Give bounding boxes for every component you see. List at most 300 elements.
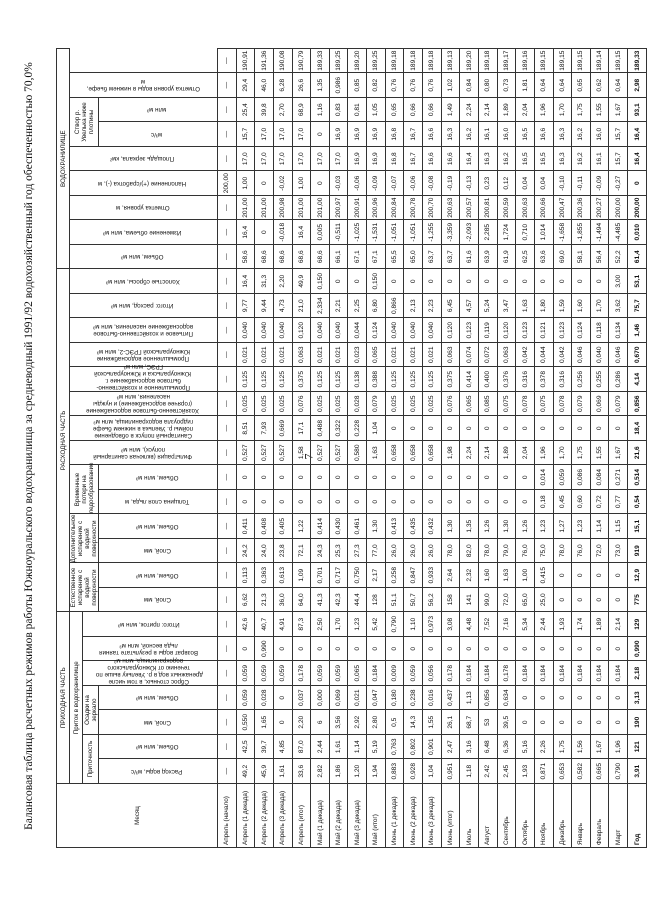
table-cell: 189,13	[441, 48, 460, 73]
table-cell: 0,021	[348, 686, 367, 711]
table-cell: 0,432	[423, 514, 442, 539]
table-cell: 6,28	[273, 73, 292, 98]
table-cell: 0	[329, 489, 348, 514]
table-cell: 0,021	[423, 342, 442, 367]
table-cell: —	[218, 538, 237, 563]
table-cell: 0	[385, 269, 404, 294]
table-cell: 0,084	[590, 465, 609, 490]
table-cell: 0	[385, 416, 404, 441]
table-cell: 0	[236, 489, 255, 514]
table-cell: 0	[516, 465, 535, 490]
table-cell: 0	[516, 489, 535, 514]
table-cell: 49,2	[236, 759, 255, 784]
table-cell: 0,582	[572, 759, 591, 784]
table-cell: 0	[534, 686, 553, 711]
table-row	[292, 48, 311, 847]
table-cell: 18,4	[628, 416, 647, 441]
row-month: Март	[609, 784, 628, 848]
table-cell: 200,97	[329, 195, 348, 220]
table-row	[236, 48, 255, 847]
table-cell: 0	[292, 465, 311, 490]
table-cell: 16,4	[628, 122, 647, 147]
table-cell: 0	[460, 489, 479, 514]
table-cell: 200,91	[348, 195, 367, 220]
table-cell: 0,125	[236, 367, 255, 392]
table-cell: 0	[553, 563, 572, 588]
table-cell: 2,334	[311, 293, 330, 318]
row-month: Апрель (начало)	[218, 784, 237, 848]
row-month: Июнь (3 декада)	[423, 784, 442, 848]
table-cell: 1,96	[534, 97, 553, 122]
table-cell: 68,6	[273, 244, 292, 269]
table-cell: 0,634	[497, 686, 516, 711]
table-cell: 129	[628, 612, 647, 637]
table-cell: 0,125	[385, 367, 404, 392]
table-cell: 24,2	[236, 538, 255, 563]
table-cell: 0,125	[255, 367, 274, 392]
table-cell: 0	[329, 269, 348, 294]
table-cell: 1,18	[460, 759, 479, 784]
table-cell: 0	[572, 686, 591, 711]
table-cell: 2,17	[367, 563, 386, 588]
table-cell: 0	[348, 465, 367, 490]
table-cell: 0,021	[236, 342, 255, 367]
table-cell: 65,5	[385, 244, 404, 269]
table-cell: -0,018	[273, 220, 292, 245]
table-cell: 0	[311, 465, 330, 490]
table-cell: 0,12	[497, 171, 516, 196]
table-cell: 16,4	[236, 220, 255, 245]
table-cell: 15,7	[236, 122, 255, 147]
table-cell: -1,855	[572, 220, 591, 245]
table-cell: 0,125	[329, 367, 348, 392]
table-cell: 0,025	[311, 391, 330, 416]
table-cell: 1,89	[590, 612, 609, 637]
table-cell: 189,16	[516, 48, 535, 73]
table-cell: 0	[404, 637, 423, 662]
table-cell: 3,16	[460, 735, 479, 760]
table-cell: 16,3	[553, 146, 572, 171]
table-cell: 190,91	[236, 48, 255, 73]
table-cell: 0,124	[367, 318, 386, 343]
table-cell: 4,91	[273, 612, 292, 637]
table-cell: 0,125	[273, 367, 292, 392]
table-cell: 0	[460, 637, 479, 662]
table-cell: 0,184	[367, 661, 386, 686]
table-cell: 16,0	[497, 122, 516, 147]
table-cell: 0,074	[460, 342, 479, 367]
table-row	[628, 48, 647, 847]
table-cell: 0,378	[534, 367, 553, 392]
table-cell: 0	[404, 416, 423, 441]
table-cell: —	[218, 244, 237, 269]
hdr-household-drinking: Хозяйственно-бытовое водоснабжение (горячее водоснабжение) и нужды населения, млн м³	[86, 393, 199, 415]
table-cell: 0	[478, 416, 497, 441]
table-cell: 0,086	[572, 465, 591, 490]
table-cell: 0,790	[385, 612, 404, 637]
table-cell: 0	[553, 416, 572, 441]
table-cell: 2,14	[609, 612, 628, 637]
table-cell: 16,8	[385, 122, 404, 147]
table-cell: 33,6	[292, 759, 311, 784]
table-cell: 1,23	[534, 514, 553, 539]
row-month: Апрель (1 декада)	[236, 784, 255, 848]
table-cell: 0,138	[348, 367, 367, 392]
table-cell: 24,3	[311, 538, 330, 563]
table-cell: 0,990	[628, 637, 647, 662]
table-cell: 0,488	[311, 416, 330, 441]
table-cell: 0	[497, 416, 516, 441]
table-cell: 0,658	[385, 440, 404, 465]
subgroup-evap-natural: Естественное испарение с водной поверхности	[70, 563, 99, 612]
table-cell: -1,255	[423, 220, 442, 245]
table-cell: 190	[628, 710, 647, 735]
table-cell: 0	[609, 686, 628, 711]
table-cell: 0	[609, 637, 628, 662]
table-cell: 75,7	[628, 293, 647, 318]
table-cell: 0,81	[348, 97, 367, 122]
hdr-return-flow: Сброс сточных, в том числе дренажных вод в р. Увельку выше по течению от Южноуральского водохранилища, млн м³	[95, 657, 203, 685]
table-cell: 53	[478, 710, 497, 735]
table-cell: 0,66	[404, 97, 423, 122]
table-cell: 0,405	[273, 514, 292, 539]
table-cell: 0,184	[534, 661, 553, 686]
table-cell: 0,059	[311, 661, 330, 686]
table-cell: 0,388	[367, 367, 386, 392]
table-cell: 189,20	[348, 48, 367, 73]
table-cell: —	[218, 146, 237, 171]
table-cell: —	[218, 342, 237, 367]
table-cell: 0	[497, 637, 516, 662]
table-cell: 64,0	[292, 587, 311, 612]
table-cell: 0,119	[478, 318, 497, 343]
table-cell: 121	[628, 735, 647, 760]
table-cell: 0	[329, 465, 348, 490]
table-cell: 16,9	[329, 122, 348, 147]
table-cell: 1,94	[367, 759, 386, 784]
table-cell: 0,025	[273, 391, 292, 416]
table-cell: 5,24	[478, 293, 497, 318]
table-cell: -1,494	[590, 220, 609, 245]
table-cell: 77,0	[367, 538, 386, 563]
table-cell: 26,0	[385, 538, 404, 563]
table-cell: 0,123	[516, 318, 535, 343]
hdr-ice-thickness: Толщина слоя льда, м	[124, 498, 190, 506]
table-cell: 0	[311, 489, 330, 514]
table-cell: —	[218, 759, 237, 784]
table-cell: -0,07	[385, 171, 404, 196]
table-cell: 0,527	[329, 440, 348, 465]
table-cell: 0	[572, 587, 591, 612]
table-cell: 16,6	[534, 122, 553, 147]
table-cell: 200,00	[218, 171, 237, 196]
hdr-layer: Слой, мм	[143, 718, 171, 726]
table-cell: 0	[273, 686, 292, 711]
hdr-household-needs: Питьевое и хозяйственно-бытовое водоснабжение населения, млн м³	[92, 323, 193, 338]
table-cell: 2,23	[423, 293, 442, 318]
table-cell: 5,19	[367, 735, 386, 760]
table-cell: 200,00	[609, 195, 628, 220]
table-cell: 0,665	[590, 759, 609, 784]
table-cell: 0,025	[255, 391, 274, 416]
table-cell: 0	[460, 269, 479, 294]
hdr-volume: Объем, млн м³	[135, 743, 179, 751]
table-cell: 39,5	[497, 710, 516, 735]
subgroup-precip: Осадки на зеркало	[83, 686, 99, 735]
table-cell: 16,2	[460, 122, 479, 147]
table-cell: 0,056	[423, 661, 442, 686]
table-cell: —	[218, 122, 237, 147]
table-cell: 0,990	[255, 637, 274, 662]
balance-table	[56, 48, 647, 848]
table-cell: 0,883	[385, 759, 404, 784]
table-cell: 17,0	[273, 122, 292, 147]
table-cell: 26,6	[292, 73, 311, 98]
table-cell: —	[218, 465, 237, 490]
table-title: Балансовая таблица расчетных режимов работы Южноуральского водохранилища за средневодный 1991/92 водохозяйственный год обеспеченностью 70,0%	[23, 62, 35, 830]
table-cell: 2,70	[273, 97, 292, 122]
table-cell: 2,21	[329, 293, 348, 318]
table-cell: 0	[423, 269, 442, 294]
table-cell: 0,079	[367, 391, 386, 416]
hdr-level: Отметка уровня, м	[115, 204, 170, 212]
group-expense: РАСХОДНАЯ ЧАСТЬ	[57, 269, 70, 612]
table-cell: 919	[628, 538, 647, 563]
table-cell: 16,4	[292, 220, 311, 245]
table-cell: 0,046	[572, 342, 591, 367]
table-cell: 76,0	[572, 538, 591, 563]
table-cell: 0,046	[609, 342, 628, 367]
table-cell: 0	[348, 489, 367, 514]
table-cell: 16,0	[590, 122, 609, 147]
table-cell: 4,85	[273, 735, 292, 760]
table-cell: 87,3	[292, 612, 311, 637]
table-cell: 0,065	[460, 391, 479, 416]
table-cell: -0,511	[329, 220, 348, 245]
row-month: Август	[478, 784, 497, 848]
table-cell: 0,178	[292, 661, 311, 686]
table-cell: 2,64	[441, 563, 460, 588]
table-cell: 200,98	[273, 195, 292, 220]
table-cell: 0	[553, 587, 572, 612]
table-cell: 0,750	[348, 563, 367, 588]
table-cell: 0,271	[609, 465, 628, 490]
table-cell: 0	[348, 269, 367, 294]
table-cell: 189,25	[329, 48, 348, 73]
hdr-filtration: Фильтрация (включая санитарный попуск), млн м³	[93, 445, 192, 460]
table-cell: 9,44	[255, 293, 274, 318]
table-cell: 1,81	[516, 73, 535, 98]
table-cell: 0,316	[516, 367, 535, 392]
table-cell: 0,028	[255, 686, 274, 711]
table-cell: 1,75	[572, 97, 591, 122]
table-cell: 0	[609, 587, 628, 612]
table-cell: 0,065	[367, 342, 386, 367]
table-cell: 201,00	[311, 195, 330, 220]
table-cell: 16,1	[590, 146, 609, 171]
hdr-tailwater-level: Отметка уровня воды в нижнем бьефе, м	[85, 78, 200, 93]
table-cell: 0,933	[423, 563, 442, 588]
table-cell: 6,62	[236, 587, 255, 612]
table-cell: 1,96	[609, 735, 628, 760]
table-cell: 2,20	[292, 710, 311, 735]
table-cell: 0	[590, 269, 609, 294]
table-cell: -0,13	[460, 171, 479, 196]
row-month: Май (итог)	[367, 784, 386, 848]
table-cell: 0,84	[460, 73, 479, 98]
table-cell: 1,56	[572, 735, 591, 760]
table-cell: 76,0	[516, 538, 535, 563]
table-cell: 1,014	[534, 220, 553, 245]
table-cell: 0,037	[292, 686, 311, 711]
table-cell: 56,2	[423, 587, 442, 612]
table-cell: 0,016	[423, 686, 442, 711]
table-cell: 25,0	[534, 587, 553, 612]
table-cell: -0,09	[367, 171, 386, 196]
table-cell: 0	[460, 416, 479, 441]
table-cell: 1,70	[590, 293, 609, 318]
table-cell: 0,113	[236, 563, 255, 588]
table-cell: 3,62	[609, 293, 628, 318]
table-cell: 0,063	[292, 342, 311, 367]
table-cell: 3,47	[497, 293, 516, 318]
hdr-add-evap-volume: Объем, млн м³	[135, 522, 179, 530]
table-cell: 2,24	[460, 440, 479, 465]
table-cell: 0,258	[385, 563, 404, 588]
table-cell: 0,069	[329, 686, 348, 711]
table-cell: 16,6	[441, 146, 460, 171]
table-cell: 0	[273, 710, 292, 735]
table-cell: 0,400	[478, 367, 497, 392]
table-cell: 2,82	[311, 759, 330, 784]
row-month: Апрель (2 декада)	[255, 784, 274, 848]
table-cell: 16,9	[367, 146, 386, 171]
table-cell: 0,64	[609, 73, 628, 98]
table-cell: 0,65	[572, 73, 591, 98]
row-month: Февраль	[590, 784, 609, 848]
table-cell: 0,653	[553, 759, 572, 784]
table-cell: 0	[572, 416, 591, 441]
table-cell: 7,52	[478, 612, 497, 637]
table-cell: 1,86	[329, 759, 348, 784]
table-cell: 0,040	[404, 318, 423, 343]
table-cell: 68,7	[460, 710, 479, 735]
table-cell: 1,96	[534, 440, 553, 465]
table-cell: 16,3	[553, 122, 572, 147]
table-cell: 0,059	[329, 661, 348, 686]
table-cell: 189,14	[590, 48, 609, 73]
table-cell: 0,65	[385, 97, 404, 122]
table-cell: 1,89	[497, 97, 516, 122]
table-cell: 5,42	[367, 612, 386, 637]
table-cell: 0,059	[236, 661, 255, 686]
table-cell: 0	[478, 489, 497, 514]
table-cell: —	[218, 195, 237, 220]
table-cell: 1,23	[348, 612, 367, 637]
table-cell: 1,63	[516, 293, 535, 318]
table-cell: 0,928	[404, 759, 423, 784]
hdr-precip-volume: Объем, млн м³	[135, 694, 179, 702]
hdr-volume-res: Объем, млн м³	[121, 253, 164, 261]
table-cell: —	[218, 367, 237, 392]
table-cell: 0,025	[385, 391, 404, 416]
table-cell: —	[218, 710, 237, 735]
table-cell: 0,124	[572, 318, 591, 343]
hdr-add-evap-layer: Слой, мм	[143, 547, 171, 555]
hdr-downstream-flow: м³/с	[151, 130, 163, 138]
table-cell: 61,9	[497, 244, 516, 269]
table-cell: 0	[441, 269, 460, 294]
table-cell: 0	[385, 465, 404, 490]
table-cell: 1,30	[367, 514, 386, 539]
table-row	[367, 48, 386, 847]
table-cell: 0,040	[311, 318, 330, 343]
table-cell: 0	[534, 269, 553, 294]
table-cell: 0	[516, 686, 535, 711]
table-cell: 1,67	[609, 97, 628, 122]
table-cell: 42,6	[236, 612, 255, 637]
table-cell: 16,5	[516, 146, 535, 171]
table-cell: 1,75	[553, 735, 572, 760]
table-cell: —	[218, 293, 237, 318]
table-cell: 0,802	[404, 735, 423, 760]
table-cell: 0,376	[497, 367, 516, 392]
table-cell: 0	[236, 637, 255, 662]
table-cell: 0,078	[553, 391, 572, 416]
table-cell: 0,435	[404, 514, 423, 539]
table-cell: 0,316	[553, 367, 572, 392]
hdr-volume-change: Изменение объема, млн м³	[103, 228, 182, 236]
table-cell: 63,7	[423, 244, 442, 269]
table-cell: -0,09	[590, 171, 609, 196]
table-cell: 16,8	[385, 146, 404, 171]
table-cell: 189,25	[367, 48, 386, 73]
table-cell: 0,178	[441, 661, 460, 686]
table-cell: 0,550	[236, 710, 255, 735]
table-cell: 0,040	[423, 318, 442, 343]
table-cell: —	[218, 686, 237, 711]
table-cell: 0	[516, 710, 535, 735]
table-cell: 78,0	[553, 538, 572, 563]
table-cell: 0,025	[404, 391, 423, 416]
table-cell: 0	[385, 637, 404, 662]
table-cell: —	[218, 489, 237, 514]
table-cell: 0,430	[329, 514, 348, 539]
table-cell: 0,085	[478, 391, 497, 416]
table-cell: 0,255	[590, 367, 609, 392]
table-cell: 0	[273, 465, 292, 490]
table-cell: 200,81	[478, 195, 497, 220]
table-cell: —	[218, 318, 237, 343]
table-cell: 23,8	[273, 538, 292, 563]
table-cell: 1,15	[609, 514, 628, 539]
table-cell: 189,33	[311, 48, 330, 73]
table-cell: 0,000	[311, 686, 330, 711]
table-cell: 0	[628, 171, 647, 196]
table-cell: 0,059	[236, 686, 255, 711]
table-cell: 775	[628, 587, 647, 612]
table-cell: 73,0	[609, 538, 628, 563]
table-cell: 17,1	[292, 416, 311, 441]
table-cell: 2,18	[628, 661, 647, 686]
table-cell: 0,866	[385, 293, 404, 318]
table-cell: 15,7	[609, 146, 628, 171]
table-cell: 25,3	[329, 538, 348, 563]
table-cell: 1,60	[478, 563, 497, 588]
table-cell: 0,411	[236, 514, 255, 539]
table-cell: 0	[236, 465, 255, 490]
table-cell: 189,20	[460, 48, 479, 73]
